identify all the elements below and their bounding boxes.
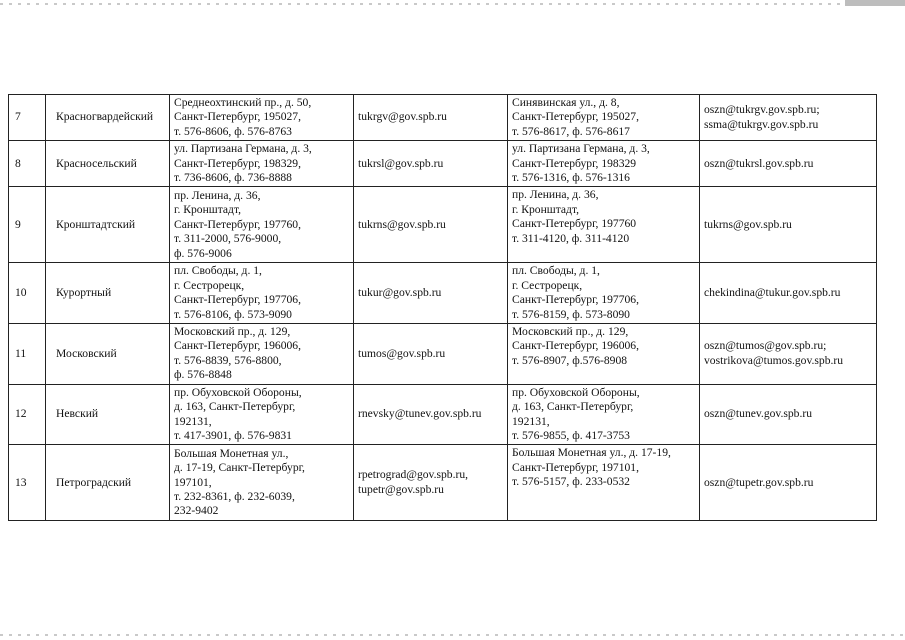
table-row: [9, 141, 877, 187]
admin-address: ул. Партизана Германа, д. 3, Санкт-Петербург, 198329, т. 736-8606, ф. 736-8888: [170, 141, 354, 187]
social-dept-email: oszn@tumos@gov.spb.ru; vostrikova@tumos.gov.spb.ru: [700, 324, 877, 385]
admin-email: rpetrograd@gov.spb.ru, tupetr@gov.spb.ru: [354, 445, 508, 521]
social-dept-email: tukrns@gov.spb.ru: [700, 187, 877, 263]
scan-artifact-corner: [845, 0, 905, 6]
admin-email: tumos@gov.spb.ru: [354, 324, 508, 385]
scan-artifact-top: [0, 3, 905, 5]
district-name: Невский: [46, 384, 170, 445]
admin-email: rnevsky@tunev.gov.spb.ru: [354, 384, 508, 445]
social-dept-address: пр. Ленина, д. 36, г. Кронштадт, Санкт-Петербург, 197760 т. 311-4120, ф. 311-4120: [508, 187, 700, 263]
admin-email: tukrsl@gov.spb.ru: [354, 141, 508, 187]
admin-email: tukrns@gov.spb.ru: [354, 187, 508, 263]
social-dept-address: пл. Свободы, д. 1, г. Сестрорецк, Санкт-Петербург, 197706, т. 576-8159, ф. 573-8090: [508, 263, 700, 324]
table-row: [9, 187, 877, 263]
row-number: 13: [9, 445, 46, 521]
table-row: [9, 445, 877, 521]
table-row: [9, 95, 877, 141]
table-row: [9, 384, 877, 445]
social-dept-address: ул. Партизана Германа, д. 3, Санкт-Петербург, 198329 т. 576-1316, ф. 576-1316: [508, 141, 700, 187]
social-dept-email: chekindina@tukur.gov.spb.ru: [700, 263, 877, 324]
district-name: Красногвардейский: [46, 95, 170, 141]
social-dept-email: oszn@tupetr.gov.spb.ru: [700, 445, 877, 521]
row-number: 8: [9, 141, 46, 187]
table-row: [9, 263, 877, 324]
admin-address: пр. Ленина, д. 36, г. Кронштадт, Санкт-Петербург, 197760, т. 311-2000, 576-9000, ф. 576-9006: [170, 187, 354, 263]
district-contacts-table: [8, 94, 877, 521]
social-dept-address: Московский пр., д. 129, Санкт-Петербург, 196006, т. 576-8907, ф.576-8908: [508, 324, 700, 385]
table-row: [9, 324, 877, 385]
social-dept-email: oszn@tunev.gov.spb.ru: [700, 384, 877, 445]
admin-address: пл. Свободы, д. 1, г. Сестрорецк, Санкт-Петербург, 197706, т. 576-8106, ф. 573-9090: [170, 263, 354, 324]
row-number: 9: [9, 187, 46, 263]
district-name: Кронштадтский: [46, 187, 170, 263]
admin-email: tukur@gov.spb.ru: [354, 263, 508, 324]
admin-email: tukrgv@gov.spb.ru: [354, 95, 508, 141]
row-number: 12: [9, 384, 46, 445]
row-number: 11: [9, 324, 46, 385]
row-number: 10: [9, 263, 46, 324]
scan-artifact-bottom: [0, 634, 905, 636]
social-dept-address: Большая Монетная ул., д. 17-19, Санкт-Петербург, 197101, т. 576-5157, ф. 233-0532: [508, 445, 700, 521]
district-name: Красносельский: [46, 141, 170, 187]
admin-address: пр. Обуховской Обороны, д. 163, Санкт-Петербург, 192131, т. 417-3901, ф. 576-9831: [170, 384, 354, 445]
row-number: 7: [9, 95, 46, 141]
social-dept-email: oszn@tukrgv.gov.spb.ru; ssma@tukrgv.gov.spb.ru: [700, 95, 877, 141]
admin-address: Среднеохтинский пр., д. 50, Санкт-Петербург, 195027, т. 576-8606, ф. 576-8763: [170, 95, 354, 141]
social-dept-address: Синявинская ул., д. 8, Санкт-Петербург, 195027, т. 576-8617, ф. 576-8617: [508, 95, 700, 141]
district-name: Курортный: [46, 263, 170, 324]
social-dept-email: oszn@tukrsl.gov.spb.ru: [700, 141, 877, 187]
admin-address: Большая Монетная ул., д. 17-19, Санкт-Петербург, 197101, т. 232-8361, ф. 232-6039, 232-9402: [170, 445, 354, 521]
admin-address: Московский пр., д. 129, Санкт-Петербург, 196006, т. 576-8839, 576-8800, ф. 576-8848: [170, 324, 354, 385]
district-name: Московский: [46, 324, 170, 385]
social-dept-address: пр. Обуховской Обороны, д. 163, Санкт-Петербург, 192131, т. 576-9855, ф. 417-3753: [508, 384, 700, 445]
district-name: Петроградский: [46, 445, 170, 521]
